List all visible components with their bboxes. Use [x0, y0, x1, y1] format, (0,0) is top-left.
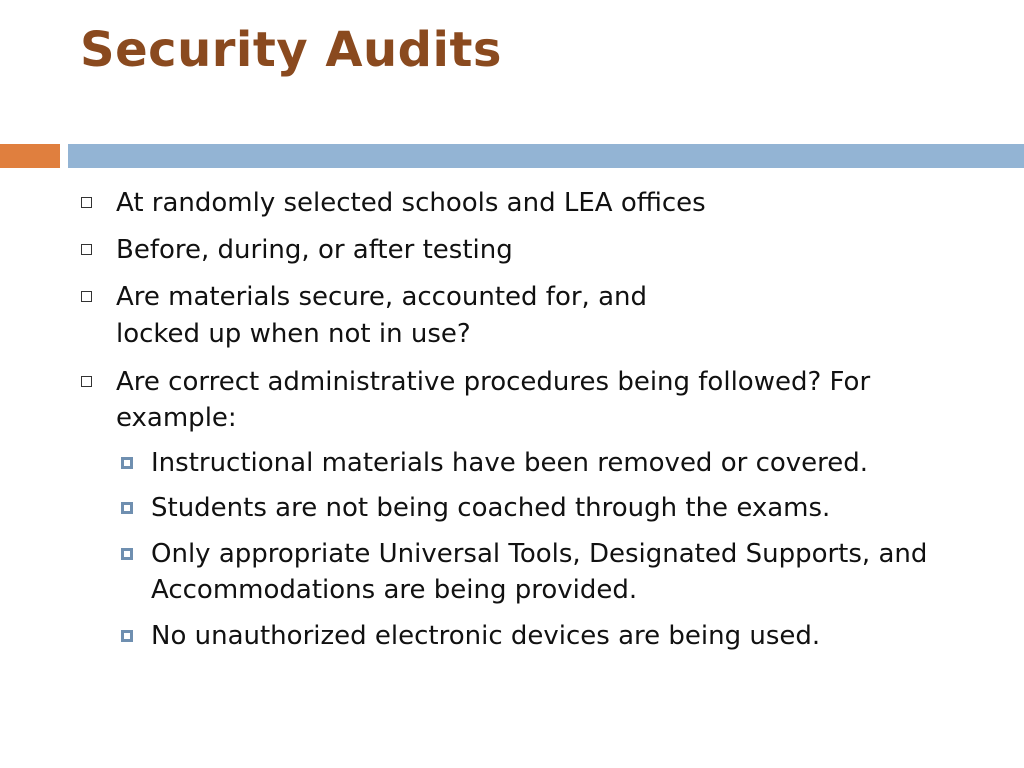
sub-bullet-item-line: Accommodations are being provided. — [151, 575, 638, 605]
bullet-item: At randomly selected schools and LEA offices — [116, 188, 706, 218]
filled-square-bullet-icon — [121, 548, 133, 560]
slide-title: Security Audits — [80, 22, 502, 78]
filled-square-bullet-icon — [121, 502, 133, 514]
bullet-item: Before, during, or after testing — [116, 235, 513, 265]
bullet-item-line: Are materials secure, accounted for, and — [116, 282, 647, 312]
bullet-item-line: example: — [116, 403, 237, 433]
sub-bullet-item: Students are not being coached through the exams. — [151, 493, 831, 523]
sub-bullet-item-line: Only appropriate Universal Tools, Designated Supports, and — [151, 539, 928, 569]
sub-bullet-item: No unauthorized electronic devices are being used. — [151, 621, 821, 651]
bullet-item-line: Are correct administrative procedures being followed? For — [116, 367, 871, 397]
hollow-square-icon — [81, 197, 92, 208]
bullet-item-line: locked up when not in use? — [116, 319, 471, 349]
sub-bullet-item: Instructional materials have been removed or covered. — [151, 448, 869, 478]
filled-square-bullet-icon — [121, 630, 133, 642]
filled-square-bullet-icon — [121, 457, 133, 469]
hollow-square-icon — [81, 244, 92, 255]
hollow-square-icon — [81, 291, 92, 302]
hollow-square-icon — [81, 376, 92, 387]
